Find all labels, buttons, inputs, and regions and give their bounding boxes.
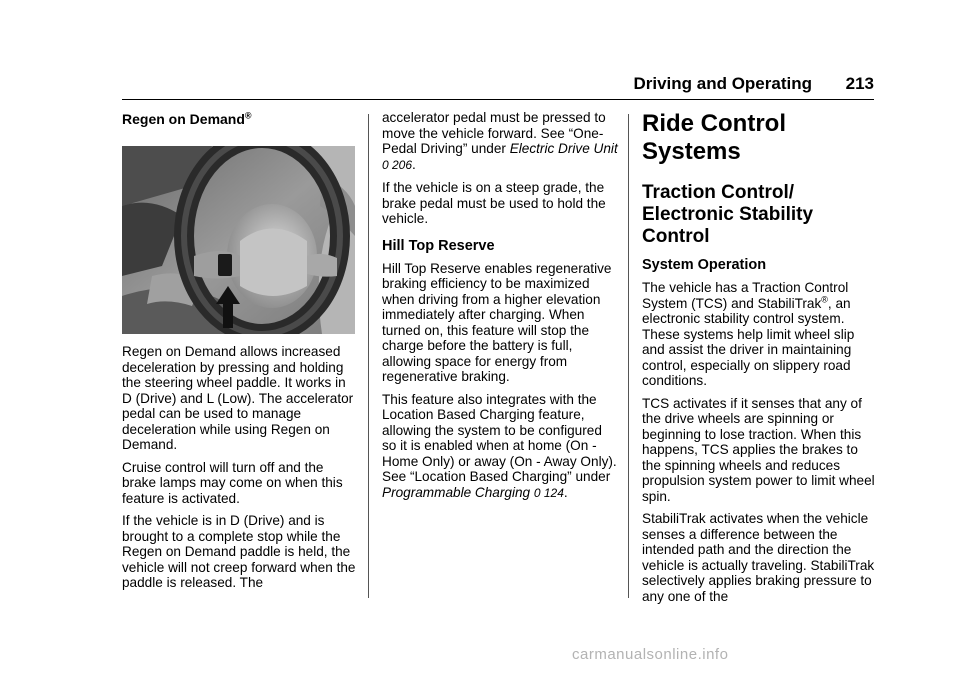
tcs-paragraph-1: The vehicle has a Traction Control System (TCS) and StabiliTrak®, an electronic stability control system. These systems help limit wheel slip and assist the driver in maintaining control, especially on slippery road conditions. — [642, 280, 855, 388]
page-header — [122, 70, 874, 100]
section-title: Driving and Operating — [633, 74, 812, 93]
page-number: 213 — [845, 74, 874, 93]
page-ref-206[interactable]: 0 206 — [382, 157, 413, 172]
xref-electric-drive-unit[interactable]: Electric Drive Unit — [509, 141, 618, 156]
ride-control-title: Ride Control Systems — [642, 110, 786, 165]
hill-top-paragraph-2: This feature also integrates with the Location Based Charging feature, allowing the system to be configured so it is enabled when at home (On - Home Only) or away (On - Away Only). See “Location Based Charging” under Programmable Charging 0 124. — [382, 391, 617, 500]
column-3 — [642, 110, 878, 611]
column-divider-1 — [368, 114, 369, 598]
hill-top-paragraph-1: Hill Top Reserve enables regenerative braking efficiency to be maximized when driving from a higher elevation immediately after charging. When turned on, this feature will stop the charge before the battery is full, allowing space for energy from regenerative braking. — [382, 260, 612, 384]
regen-paragraph-3: If the vehicle is in D (Drive) and is brought to a complete stop while the Regen on Demand paddle is held, the vehicle will not creep forward when the paddle is released. The — [122, 513, 356, 590]
page-ref-124[interactable]: 0 124 — [533, 485, 564, 500]
traction-control-heading: Traction Control/ Electronic Stability Control — [642, 182, 814, 247]
steering-wheel-photo — [122, 146, 355, 334]
regen-paragraph-1: Regen on Demand allows increased deceleration by pressing and holding the steering wheel paddle. It works in D (Drive) and L (Low). The accelerator pedal can be used to manage deceleration while using Regen on Demand. — [122, 344, 354, 452]
tcs-paragraph-2: TCS activates if it senses that any of the drive wheels are spinning or beginning to lose traction. When this happens, TCS applies the brakes to the spinning wheels and reduces propulsion system power to limit wheel spin. — [642, 395, 875, 504]
regen-heading: Regen on Demand® — [122, 110, 252, 127]
continued-paragraph: accelerator pedal must be pressed to move the vehicle forward. See “One-Pedal Driving” under Electric Drive Unit 0 206. — [382, 110, 618, 172]
steep-grade-paragraph: If the vehicle is on a steep grade, the brake pedal must be used to hold the vehicle. — [382, 180, 606, 226]
system-operation-heading: System Operation — [642, 257, 767, 273]
column-divider-2 — [628, 114, 629, 598]
regen-paragraph-2: Cruise control will turn off and the brake lamps may come on when this feature is activated. — [122, 459, 343, 506]
stabilitrak-paragraph: StabiliTrak activates when the vehicle senses a difference between the intended path and the direction the vehicle is actually traveling. StabiliTrak selectively applies braking pressure to any one of the — [642, 511, 875, 604]
xref-programmable-charging[interactable]: Programmable Charging — [382, 484, 531, 500]
column-1 — [122, 110, 356, 598]
column-2 — [382, 110, 618, 508]
watermark: carmanualsonline.info — [572, 646, 729, 663]
hill-top-heading: Hill Top Reserve — [382, 237, 495, 254]
header-rule — [122, 99, 874, 100]
